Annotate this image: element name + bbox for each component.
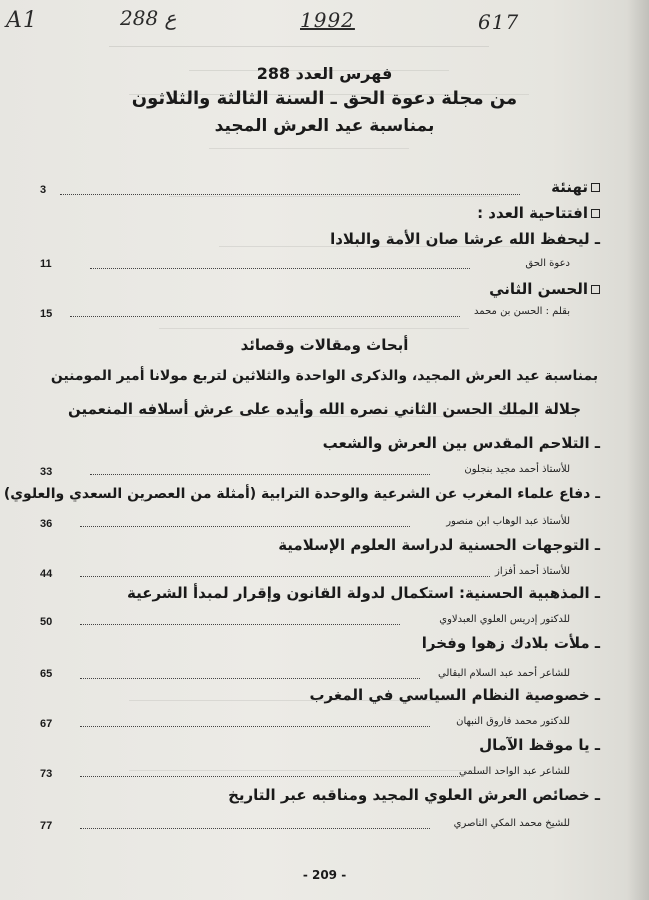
entry-title: ـ دفاع علماء المغرب عن الشرعية والوحدة الترابية (أمثلة من العصرين السعدي والعلوي) [3, 486, 600, 502]
leader-dots [80, 678, 420, 679]
toc-entry [30, 686, 630, 730]
checkbox-icon [591, 183, 600, 192]
toc-entry [30, 584, 630, 628]
toc-entry [30, 536, 630, 580]
entry-author: للدكتور محمد فاروق النبهان [456, 716, 570, 727]
entry-title: الحسن الثاني [489, 280, 600, 298]
checkbox-icon [591, 285, 600, 294]
entry-page-number: 65 [40, 668, 53, 680]
entry-title: ـ خصائص العرش العلوي المجيد ومناقبه عبر التاريخ [228, 786, 600, 804]
entry-author: للأستاذ أحمد مجيد بنجلون [464, 464, 570, 475]
entry-page-number: 15 [40, 308, 53, 320]
toc-entry [30, 230, 630, 270]
entry-title: ـ ليحفظ الله عرشا صان الأمة والبلادا [330, 230, 600, 248]
entry-page-number: 67 [40, 718, 53, 730]
entry-page-number: 33 [40, 466, 53, 478]
entry-author: للشاعر أحمد عبد السلام البقالي [438, 668, 570, 679]
entry-author: للشيخ محمد المكي الناصري [453, 818, 570, 829]
leader-dots [90, 474, 430, 475]
entry-author: للدكتور إدريس العلوي العبدلاوي [439, 614, 570, 625]
entry-title: ـ ملأت بلادك زهوا وفخرا [421, 634, 600, 652]
index-title: فهرس العدد 288 [256, 64, 393, 83]
entry-title: تهنئة [551, 178, 600, 196]
leader-dots [80, 828, 430, 829]
section-heading: أبحاث ومقالات وقصائد [240, 336, 409, 354]
entry-title: ـ التلاحم المقدس بين العرش والشعب [322, 434, 600, 452]
leader-dots [80, 726, 430, 727]
toc-entry [30, 634, 630, 680]
section-subtitle-1: بمناسبة عيد العرش المجيد، والذكرى الواحدة والثلاثين لتربع مولانا أمير المومنين [50, 368, 599, 384]
entry-title: ـ التوجهات الحسنية لدراسة العلوم الإسلامية [278, 536, 600, 554]
handwritten-year: 1992 [300, 8, 355, 32]
handwritten-issue-number: 288 ع [120, 6, 177, 30]
entry-author: بقلم : الحسن بن محمد [474, 306, 570, 317]
leader-dots [90, 268, 470, 269]
entry-title: ـ يا موقظ الآمال [479, 736, 600, 754]
section-subtitle-2: جلالة الملك الحسن الثاني نصره الله وأيده على عرش أسلافه المنعمين [67, 400, 582, 418]
entry-page-number: 11 [40, 258, 52, 270]
leader-dots [70, 316, 460, 317]
entry-title: ـ المذهبية الحسنية: استكمال لدولة القانون وإقرار لمبدأ الشرعية [126, 584, 600, 602]
toc-entry [30, 736, 630, 780]
entry-title: افتتاحية العدد : [477, 204, 600, 222]
occasion-title: بمناسبة عيد العرش المجيد [214, 116, 435, 136]
entry-author: دعوة الحق [525, 258, 570, 269]
entry-author: للشاعر عبد الواحد السلمي [459, 766, 570, 777]
toc-entry [30, 786, 630, 832]
handwritten-note-left: A1 [6, 8, 38, 33]
toc-entry [30, 280, 630, 320]
toc-entry [30, 434, 630, 478]
leader-dots [80, 776, 460, 777]
entry-title: ـ خصوصية النظام السياسي في المغرب [309, 686, 600, 704]
leader-dots [80, 526, 410, 527]
leader-dots [80, 624, 400, 625]
toc-entry [3, 486, 630, 530]
entry-page-number: 73 [40, 768, 53, 780]
leader-dots [80, 576, 490, 577]
handwritten-note-right: 617 [478, 10, 520, 34]
entry-author: للأستاذ أحمد أفزاز [495, 566, 570, 577]
entry-page-number: 36 [40, 518, 53, 530]
entry-page-number: 50 [40, 616, 53, 628]
entry-page-number: 44 [40, 568, 53, 580]
leader-dots [60, 194, 520, 195]
page-number: - 209 - [302, 868, 347, 882]
entry-page-number: 3 [40, 184, 47, 196]
entry-page-number: 77 [40, 820, 53, 832]
entry-author: للأستاذ عبد الوهاب ابن منصور [446, 516, 570, 527]
checkbox-icon [591, 209, 600, 218]
magazine-subtitle: من مجلة دعوة الحق ـ السنة الثالثة والثلاثون [131, 88, 518, 109]
binding-shadow [627, 0, 649, 900]
